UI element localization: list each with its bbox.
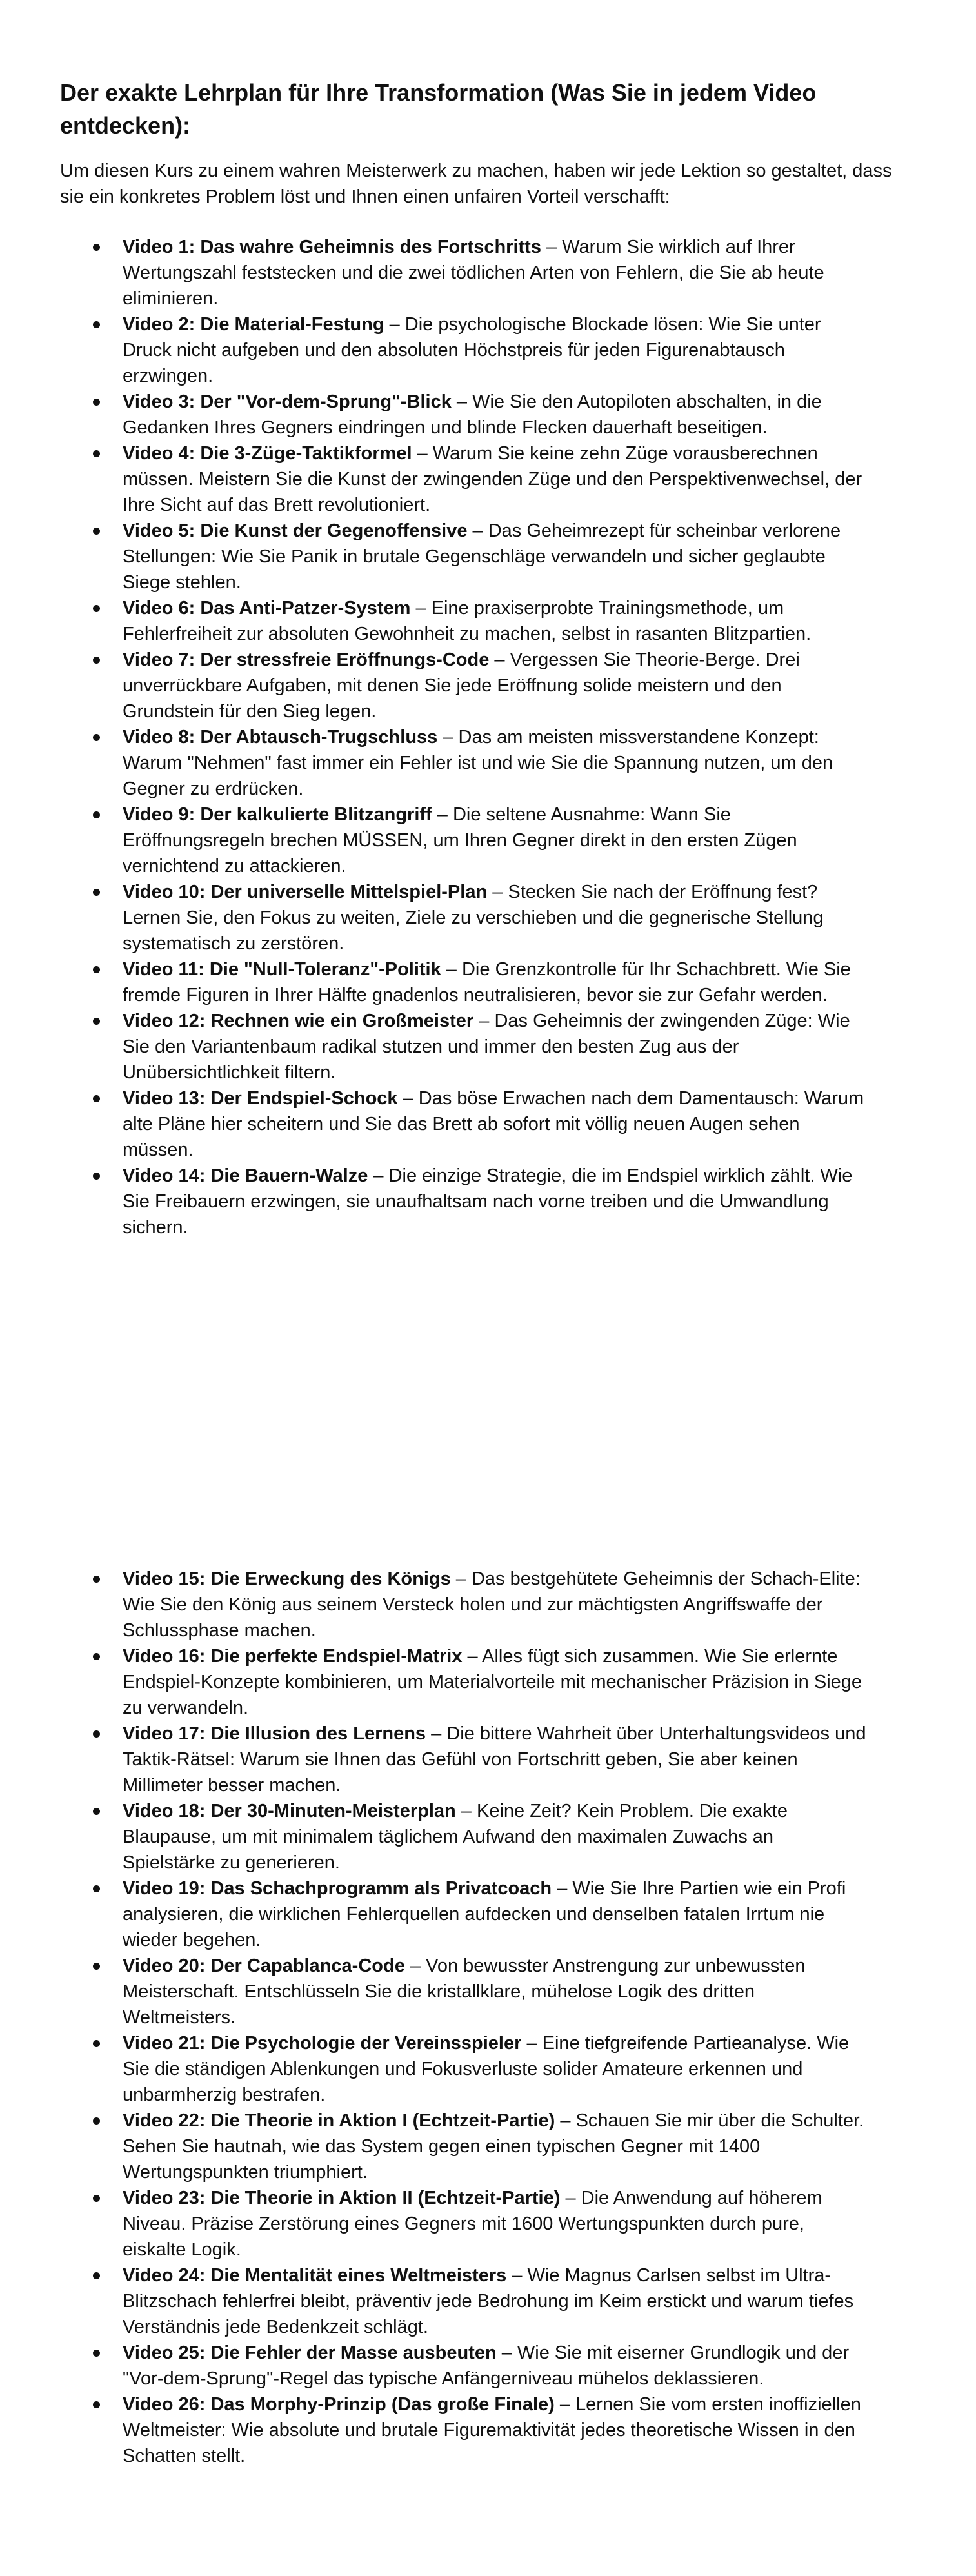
video-description: – Wie Magnus Carlsen selbst im Ultra-Blitzschach fehlerfrei bleibt, präventiv jede Bedrohung im Keim erstickt und warum tiefes Verständnis jede Bedenkzeit schlägt. bbox=[123, 2265, 854, 2337]
video-title: Video 7: Der stressfreie Eröffnungs-Code bbox=[123, 649, 490, 670]
list-item bbox=[0, 724, 868, 802]
video-title: Video 26: Das Morphy-Prinzip (Das große Finale) bbox=[123, 2394, 555, 2415]
bullet-icon bbox=[93, 244, 100, 251]
list-item bbox=[0, 312, 868, 389]
list-item bbox=[0, 1566, 868, 1643]
bullet-icon bbox=[93, 2195, 100, 2202]
video-title: Video 21: Die Psychologie der Vereinsspieler bbox=[123, 2033, 522, 2054]
video-title: Video 20: Der Capablanca-Code bbox=[123, 1956, 405, 1976]
video-description: – Stecken Sie nach der Eröffnung fest? Lernen Sie, den Fokus zu weiten, Ziele zu verschieben und die gegnerische Stellung systematisch zu zerstören. bbox=[123, 882, 824, 954]
video-description: – Wie Sie Ihre Partien wie ein Profi analysieren, die wirklichen Fehlerquellen aufdecken und denselben fatalen Irrtum nie wieder begehen. bbox=[123, 1878, 846, 1950]
video-description: – Warum Sie keine zehn Züge vorausberechnen müssen. Meistern Sie die Kunst der zwingenden Züge und den Perspektivenwechsel, der Ihre Sicht auf das Brett revolutioniert. bbox=[123, 443, 862, 515]
video-title: Video 4: Die 3-Züge-Taktikformel bbox=[123, 443, 412, 464]
bullet-icon bbox=[93, 1653, 100, 1660]
list-item bbox=[0, 389, 868, 441]
bullet-icon bbox=[93, 1576, 100, 1583]
video-title: Video 18: Der 30-Minuten-Meisterplan bbox=[123, 1801, 456, 1821]
video-title: Video 2: Die Material-Festung bbox=[123, 314, 384, 335]
video-description: – Die Grenzkontrolle für Ihr Schachbrett. Wie Sie fremde Figuren in Ihrer Hälfte gnadenlos neutralisieren, bevor sie zur Gefahr werden. bbox=[123, 959, 851, 1006]
video-list-part-1 bbox=[0, 234, 868, 1240]
video-title: Video 8: Der Abtausch-Trugschluss bbox=[123, 727, 438, 748]
bullet-icon bbox=[93, 528, 100, 535]
bullet-icon bbox=[93, 1095, 100, 1102]
video-title: Video 25: Die Fehler der Masse ausbeuten bbox=[123, 2343, 497, 2363]
list-item bbox=[0, 2185, 868, 2263]
bullet-icon bbox=[93, 399, 100, 406]
video-description: – Lernen Sie vom ersten inoffiziellen Weltmeister: Wie absolute und brutale Figuremaktivität jedes theoretische Wissen in den Schatten stellt. bbox=[123, 2394, 861, 2466]
video-title: Video 23: Die Theorie in Aktion II (Echtzeit-Partie) bbox=[123, 2188, 561, 2208]
video-title: Video 5: Die Kunst der Gegenoffensive bbox=[123, 520, 468, 541]
video-description: – Eine tiefgreifende Partieanalyse. Wie Sie die ständigen Ablenkungen und Fokusverluste solider Amateure erkennen und unbarmherzig bestrafen. bbox=[123, 2033, 850, 2105]
video-description: – Vergessen Sie Theorie-Berge. Drei unverrückbare Aufgaben, mit denen Sie jede Eröffnung solide meistern und den Grundstein für den Sieg legen. bbox=[123, 649, 800, 722]
video-title: Video 12: Rechnen wie ein Großmeister bbox=[123, 1011, 474, 1031]
video-title: Video 11: Die "Null-Toleranz"-Politik bbox=[123, 959, 441, 980]
video-description: – Von bewusster Anstrengung zur unbewussten Meisterschaft. Entschlüsseln Sie die kristallklare, mühelose Logik des dritten Weltmeisters. bbox=[123, 1956, 806, 2028]
bullet-icon bbox=[93, 450, 100, 457]
video-description: – Die bittere Wahrheit über Unterhaltungsvideos und Taktik-Rätsel: Warum sie Ihnen das Gefühl von Fortschritt geben, Sie aber keinen Millimeter besser machen. bbox=[123, 1723, 866, 1796]
video-title: Video 15: Die Erweckung des Königs bbox=[123, 1569, 451, 1589]
video-description: – Alles fügt sich zusammen. Wie Sie erlernte Endspiel-Konzepte kombinieren, um Materialvorteile mit mechanischer Präzision in Siege zu verwandeln. bbox=[123, 1646, 862, 1718]
video-title: Video 17: Die Illusion des Lernens bbox=[123, 1723, 426, 1744]
bullet-icon bbox=[93, 2350, 100, 2357]
video-list-part-2 bbox=[0, 1566, 868, 2469]
bullet-icon bbox=[93, 811, 100, 818]
list-item bbox=[0, 595, 868, 647]
bullet-icon bbox=[93, 966, 100, 973]
list-item bbox=[0, 1876, 868, 1953]
list-item bbox=[0, 1008, 868, 1085]
video-title: Video 24: Die Mentalität eines Weltmeisters bbox=[123, 2265, 507, 2286]
list-item bbox=[0, 441, 868, 518]
list-item bbox=[0, 2108, 868, 2185]
list-item bbox=[0, 234, 868, 312]
intro-paragraph: Um diesen Kurs zu einem wahren Meisterwerk zu machen, haben wir jede Lektion so gestaltet, dass sie ein konkretes Problem löst und Ihnen einen unfairen Vorteil verschafft: bbox=[60, 161, 892, 207]
list-item bbox=[0, 879, 868, 956]
bullet-icon bbox=[93, 734, 100, 741]
video-title: Video 3: Der "Vor-dem-Sprung"-Blick bbox=[123, 391, 452, 412]
list-item bbox=[0, 1953, 868, 2030]
video-title: Video 6: Das Anti-Patzer-System bbox=[123, 598, 411, 619]
video-title: Video 10: Der universelle Mittelspiel-Plan bbox=[123, 882, 488, 902]
bullet-icon bbox=[93, 2117, 100, 2125]
video-description: – Die einzige Strategie, die im Endspiel wirklich zählt. Wie Sie Freibauern erzwingen, sie unaufhaltsam nach vorne treiben und die Umwandlung sichern. bbox=[123, 1165, 853, 1238]
video-description: – Eine praxiserprobte Trainingsmethode, um Fehlerfreiheit zur absoluten Gewohnheit zu machen, selbst in rasanten Blitzpartien. bbox=[123, 598, 812, 644]
video-title: Video 19: Das Schachprogramm als Privatcoach bbox=[123, 1878, 552, 1899]
video-title: Video 9: Der kalkulierte Blitzangriff bbox=[123, 804, 432, 825]
video-description: – Warum Sie wirklich auf Ihrer Wertungszahl feststecken und die zwei tödlichen Arten von Fehlern, die Sie ab heute eliminieren. bbox=[123, 237, 824, 309]
video-description: – Das böse Erwachen nach dem Damentausch: Warum alte Pläne hier scheitern und Sie das Brett ab sofort mit völlig neuen Augen sehen müssen. bbox=[123, 1088, 864, 1160]
list-item bbox=[0, 2263, 868, 2340]
video-description: – Wie Sie den Autopiloten abschalten, in die Gedanken Ihres Gegners eindringen und blinde Flecken dauerhaft beseitigen. bbox=[123, 391, 822, 438]
video-description: – Die seltene Ausnahme: Wann Sie Eröffnungsregeln brechen MÜSSEN, um Ihren Gegner direkt in den ersten Zügen vernichtend zu attackieren. bbox=[123, 804, 797, 877]
video-title: Video 14: Die Bauern-Walze bbox=[123, 1165, 368, 1186]
video-title: Video 1: Das wahre Geheimnis des Fortschritts bbox=[123, 237, 541, 257]
video-description: – Die Anwendung auf höherem Niveau. Präzise Zerstörung eines Gegners mit 1600 Wertungspunkten durch pure, eiskalte Logik. bbox=[123, 2188, 822, 2260]
list-item bbox=[0, 802, 868, 879]
video-title: Video 16: Die perfekte Endspiel-Matrix bbox=[123, 1646, 463, 1667]
list-item bbox=[0, 1643, 868, 1721]
bullet-icon bbox=[93, 1963, 100, 1970]
bullet-icon bbox=[93, 605, 100, 612]
list-item bbox=[0, 647, 868, 724]
bullet-icon bbox=[93, 1730, 100, 1738]
bullet-icon bbox=[93, 2401, 100, 2408]
list-item bbox=[0, 956, 868, 1008]
list-item bbox=[0, 1085, 868, 1163]
page-heading: Der exakte Lehrplan für Ihre Transformation (Was Sie in jedem Video entdecken): bbox=[60, 79, 817, 139]
list-item bbox=[0, 1798, 868, 1876]
bullet-icon bbox=[93, 1173, 100, 1180]
bullet-icon bbox=[93, 2040, 100, 2047]
bullet-icon bbox=[93, 1018, 100, 1025]
video-description: – Das Geheimrezept für scheinbar verlorene Stellungen: Wie Sie Panik in brutale Gegenschläge verwandeln und sicher geglaubte Siege stehlen. bbox=[123, 520, 841, 593]
list-item bbox=[0, 2340, 868, 2392]
video-description: – Die psychologische Blockade lösen: Wie Sie unter Druck nicht aufgeben und den absoluten Höchstpreis für jeden Figurenabtausch erzwingen. bbox=[123, 314, 821, 386]
video-title: Video 13: Der Endspiel-Schock bbox=[123, 1088, 398, 1109]
bullet-icon bbox=[93, 889, 100, 896]
video-description: – Wie Sie mit eiserner Grundlogik und der "Vor-dem-Sprung"-Regel das typische Anfängerniveau mühelos deklassieren. bbox=[123, 2343, 850, 2389]
video-description: – Das am meisten missverstandene Konzept: Warum "Nehmen" fast immer ein Fehler ist und wie Sie die Spannung nutzen, um den Gegner zu erdrücken. bbox=[123, 727, 833, 799]
list-item bbox=[0, 518, 868, 595]
bullet-icon bbox=[93, 1808, 100, 1815]
list-item bbox=[0, 2392, 868, 2469]
video-description: – Schauen Sie mir über die Schulter. Sehen Sie hautnah, wie das System gegen einen typischen Gegner mit 1400 Wertungspunkten triumphiert. bbox=[123, 2110, 864, 2183]
list-item bbox=[0, 1721, 868, 1798]
list-item bbox=[0, 1163, 868, 1240]
bullet-icon bbox=[93, 2272, 100, 2279]
bullet-icon bbox=[93, 657, 100, 664]
list-item bbox=[0, 2030, 868, 2108]
video-description: – Das Geheimnis der zwingenden Züge: Wie Sie den Variantenbaum radikal stutzen und immer den besten Zug aus der Unübersichtlichkeit filtern. bbox=[123, 1011, 850, 1083]
bullet-icon bbox=[93, 321, 100, 328]
video-title: Video 22: Die Theorie in Aktion I (Echtzeit-Partie) bbox=[123, 2110, 555, 2131]
video-description: – Das bestgehütete Geheimnis der Schach-Elite: Wie Sie den König aus seinem Versteck holen und zur mächtigsten Angriffswaffe der Schlussphase machen. bbox=[123, 1569, 861, 1641]
bullet-icon bbox=[93, 1885, 100, 1892]
video-description: – Keine Zeit? Kein Problem. Die exakte Blaupause, um mit minimalem täglichem Aufwand den maximalen Zuwachs an Spielstärke zu generieren. bbox=[123, 1801, 788, 1873]
